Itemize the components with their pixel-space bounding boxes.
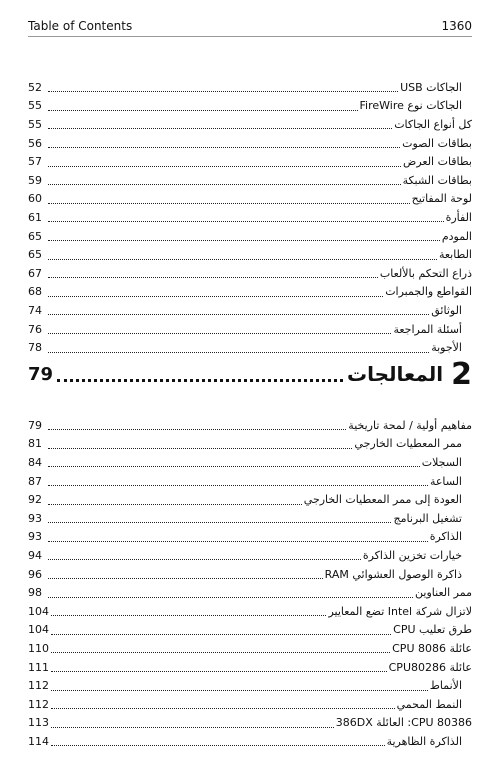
page-header (28, 16, 472, 37)
toc-entry (28, 134, 472, 153)
chapter-page-number: 79 (28, 363, 54, 385)
toc-entry-page: 96 (28, 567, 42, 581)
toc-entry-title: الذاكرة الظاهرية (386, 734, 462, 748)
toc-leader-dots (48, 540, 428, 542)
toc-leader-dots (48, 183, 401, 185)
toc-entry-page: 59 (28, 173, 42, 187)
toc-entry-page: 55 (28, 117, 42, 131)
toc-entry-title: الأجوبة (431, 341, 462, 355)
toc-entry-page: 57 (28, 155, 42, 169)
header-section-title: Table of Contents (28, 19, 133, 33)
toc-entry (28, 416, 472, 435)
toc-leader-dots (48, 465, 420, 467)
toc-entry (28, 528, 472, 547)
toc-entry-title: لاتزال شركة Intel تضع المعايير (328, 604, 472, 618)
toc-entry (28, 320, 472, 339)
toc-entry-page: 61 (28, 210, 42, 224)
toc-leader-dots (48, 239, 440, 241)
toc-entry-page: 60 (28, 192, 42, 206)
toc-leader-dots (48, 447, 352, 449)
toc-entry (28, 565, 472, 584)
toc-entry-title: أسئلة المراجعة (393, 322, 462, 336)
toc-leader-dots (48, 202, 410, 204)
toc-entry (28, 732, 472, 751)
toc-entry-title: بطاقات الشبكة (402, 173, 472, 187)
toc-leader-dots (51, 707, 395, 709)
toc-entry-page: 112 (28, 697, 49, 711)
chapter-number: 2 (451, 356, 472, 392)
toc-entry-page: 94 (28, 548, 42, 562)
toc-leader-dots (51, 633, 391, 635)
toc-entry (28, 583, 472, 602)
toc-entry-title: لوحة المفاتيح (411, 192, 472, 206)
toc-entry (28, 171, 472, 190)
toc-entry-title: الجاكات نوع FireWire (359, 99, 462, 113)
toc-entry-title: CPU 80386: العائلة 386DX (335, 716, 472, 730)
toc-entry-page: 104 (28, 604, 49, 618)
toc-entry-title: عائلة CPU 8086 (392, 641, 472, 655)
toc-leader-dots (48, 220, 444, 222)
toc-entry (28, 115, 472, 134)
toc-entry-title: ذاكرة الوصول العشوائي RAM (324, 567, 462, 581)
toc-entry (28, 621, 472, 640)
toc-leader-dots (48, 428, 346, 430)
toc-entry-title: الطابعة (438, 248, 472, 262)
toc-entry (28, 509, 472, 528)
toc-entry (28, 152, 472, 171)
toc-leader-dots (51, 670, 387, 672)
toc-entry-page: 68 (28, 285, 42, 299)
toc-entry-page: 65 (28, 248, 42, 262)
toc-leader-dots (48, 558, 361, 560)
toc-entry (28, 227, 472, 246)
toc-entry-page: 93 (28, 511, 42, 525)
chapter-leader-dots (57, 378, 343, 382)
toc-entry (28, 472, 472, 491)
toc-entry-page: 112 (28, 679, 49, 693)
toc-section-1 (28, 78, 472, 357)
toc-entry-page: 81 (28, 437, 42, 451)
toc-leader-dots (48, 127, 392, 129)
toc-section-2 (28, 416, 472, 751)
toc-entry-page: 74 (28, 303, 42, 317)
toc-leader-dots (48, 276, 378, 278)
toc-entry (28, 97, 472, 116)
toc-entry-page: 104 (28, 623, 49, 637)
toc-entry-title: ذراع التحكم بالألعاب (379, 266, 472, 280)
toc-entry (28, 658, 472, 677)
toc-leader-dots (48, 332, 391, 334)
toc-entry (28, 490, 472, 509)
toc-entry (28, 714, 472, 733)
toc-entry (28, 435, 472, 454)
toc-entry-title: ممر العناوين (415, 586, 472, 600)
toc-entry-title: ممر المعطيات الخارجي (354, 437, 462, 451)
toc-entry-title: خيارات تخزين الذاكرة (362, 548, 462, 562)
toc-entry-page: 114 (28, 734, 49, 748)
toc-entry-page: 110 (28, 641, 49, 655)
toc-entry (28, 190, 472, 209)
toc-entry-title: المودم (441, 229, 472, 243)
toc-leader-dots (48, 577, 323, 579)
toc-leader-dots (51, 726, 334, 728)
toc-entry-title: بطاقات الصوت (402, 136, 472, 150)
toc-entry-title: الساعة (429, 474, 462, 488)
toc-entry-page: 52 (28, 80, 42, 94)
toc-entry-page: 79 (28, 418, 42, 432)
toc-entry (28, 602, 472, 621)
toc-entry (28, 208, 472, 227)
toc-entry-title: كل أنواع الجاكات (394, 117, 472, 131)
toc-entry (28, 301, 472, 320)
toc-entry-title: بطاقات العرض (403, 155, 472, 169)
toc-leader-dots (48, 313, 429, 315)
toc-entry (28, 264, 472, 283)
toc-leader-dots (48, 503, 302, 505)
toc-entry-title: الفأرة (445, 210, 472, 224)
toc-entry-title: العودة إلى ممر المعطيات الخارجي (303, 493, 462, 507)
chapter-heading (28, 356, 472, 392)
toc-entry-title: الأنماط (429, 679, 462, 693)
toc-entry-title: القواطع والجمبرات (385, 285, 472, 299)
toc-entry-page: 111 (28, 660, 49, 674)
toc-entry-page: 98 (28, 586, 42, 600)
toc-leader-dots (48, 258, 437, 260)
toc-entry (28, 338, 472, 357)
toc-entry-title: النمط المحمي (396, 697, 462, 711)
toc-entry-page: 78 (28, 341, 42, 355)
toc-entry-title: الذاكرة (429, 530, 462, 544)
toc-entry (28, 639, 472, 658)
toc-leader-dots (48, 109, 358, 111)
toc-entry-page: 84 (28, 455, 42, 469)
toc-entry (28, 695, 472, 714)
toc-entry-page: 65 (28, 229, 42, 243)
toc-entry-page: 87 (28, 474, 42, 488)
toc-entry-page: 76 (28, 322, 42, 336)
toc-entry-page: 67 (28, 266, 42, 280)
toc-entry (28, 245, 472, 264)
chapter-title: المعالجات (347, 362, 444, 386)
toc-leader-dots (48, 165, 401, 167)
toc-entry (28, 283, 472, 302)
toc-entry-title: الوثائق (431, 303, 462, 317)
toc-entry (28, 546, 472, 565)
toc-entry-title: طرق تعليب CPU (393, 623, 472, 637)
toc-leader-dots (51, 744, 385, 746)
header-page-number: 1360 (441, 19, 472, 33)
toc-leader-dots (51, 651, 390, 653)
toc-entry-page: 92 (28, 493, 42, 507)
toc-leader-dots (48, 484, 428, 486)
toc-leader-dots (51, 614, 326, 616)
toc-entry (28, 78, 472, 97)
toc-entry-title: تشغيل البرنامج (393, 511, 462, 525)
toc-leader-dots (48, 351, 429, 353)
toc-entry (28, 676, 472, 695)
toc-entry-page: 56 (28, 136, 42, 150)
toc-leader-dots (48, 90, 398, 92)
toc-entry (28, 453, 472, 472)
toc-entry-title: السجلات (421, 455, 462, 469)
toc-leader-dots (48, 521, 391, 523)
toc-entry-page: 55 (28, 99, 42, 113)
toc-leader-dots (48, 146, 400, 148)
toc-leader-dots (48, 596, 413, 598)
toc-leader-dots (48, 295, 383, 297)
toc-entry-title: عائلة CPU80286 (388, 660, 472, 674)
toc-leader-dots (51, 689, 428, 691)
toc-entry-title: الجاكات USB (400, 80, 462, 94)
toc-entry-page: 113 (28, 716, 49, 730)
toc-entry-title: مفاهيم أولية / لمحة تاريخية (348, 418, 472, 432)
toc-entry-page: 93 (28, 530, 42, 544)
